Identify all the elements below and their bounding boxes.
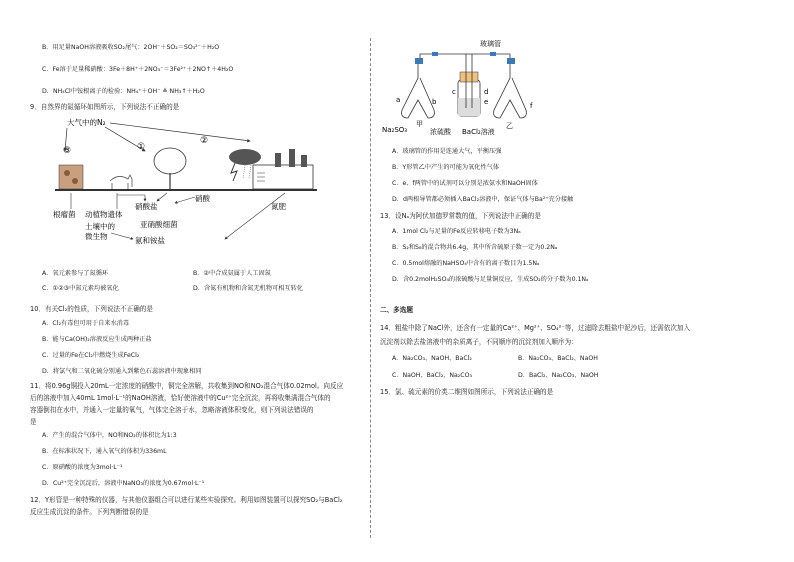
- fig-step-3: ③: [63, 146, 72, 156]
- fig-fertilizer-label: 氮肥: [271, 202, 286, 211]
- column-divider: [370, 38, 371, 538]
- fig-ammonia-label: 氨和铵盐: [135, 236, 165, 245]
- q14-stem-line-1: 14．粗盐中除了NaCl外，还含有一定量的Ca²⁺、Mg²⁺、SO₄²⁻等，过滤除去粗盐中泥沙后，还需依次加入: [380, 324, 691, 332]
- q10-option-a: A．Cl₂有毒但可用于自来水消毒: [42, 320, 130, 327]
- q8-option-d: D．NH₄Cl中铵根离子的检验：NH₄⁺＋OH⁻ ≜ NH₃↑＋H₂O: [42, 88, 205, 95]
- q9-option-b: B．②中合成氨属于人工固氮: [193, 270, 271, 277]
- fig-bacteria-label: 亚硝酸细菌: [140, 220, 178, 229]
- q12-option-c: C．e、f两管中的试剂可以分别是浓氨水和NaOH固体: [392, 180, 538, 187]
- q11-stem-line-1: 11．将0.96g铜投入20mL一定浓度的硝酸中，铜完全溶解，共收集到NO和NO₂混合气体0.02mol。向反应: [30, 382, 344, 390]
- q9-stem: 9．自然界的氮循环如图所示，下列说法不正确的是: [30, 103, 180, 111]
- q11-option-c: C．原硝酸的浓度为3mol·L⁻¹: [42, 464, 123, 471]
- fig-label-na2so3: Na₂SO₃: [382, 126, 408, 134]
- y-tube-jia: [402, 60, 435, 118]
- q15-stem: 15．氯、硫元素的价类二维图如图所示，下列说法正确的是: [380, 388, 554, 396]
- fig-label-jia: 甲: [416, 120, 423, 128]
- nitrogen-cycle-figure: [45, 113, 345, 253]
- q9-option-a: A．氧元素参与了氮循环: [42, 270, 109, 277]
- cloud-icon: [229, 149, 261, 165]
- q13-option-b: B．S₂和S₈的混合物共6.4g，其中所含硫原子数一定为0.2Nₐ: [392, 244, 558, 251]
- q10-option-b: B．能与Ca(OH)₂溶液反应生成两种正盐: [42, 336, 152, 343]
- q13-option-a: A．1mol Cl₂与足量的Fe反应转移电子数为3Nₐ: [392, 228, 521, 235]
- y-tube-yi: [494, 60, 527, 118]
- fig-atm-label: 大气中的N₂: [67, 118, 106, 127]
- fig-step-2: ②: [200, 136, 209, 146]
- fig-root-label: 根瘤菌: [53, 210, 76, 219]
- q13-option-d: D．含0.2molH₂SO₄的浓硫酸与足量铜反应，生成SO₂的分子数为0.1Nₐ: [392, 276, 589, 283]
- q9-option-d: D．含氮有机物和含氮无机物可相互转化: [193, 285, 303, 292]
- q12-stem-line-2: 反应生成沉淀的条件。下列判断错误的是: [30, 508, 149, 516]
- q8-option-b: B．用足量NaOH溶液吸收SO₂尾气：2OH⁻＋SO₂＝SO₃²⁻＋H₂O: [42, 44, 220, 51]
- tree-icon: [154, 148, 186, 174]
- fig-label-yi: 乙: [506, 122, 513, 130]
- q13-option-c: C．0.5mol熔融的NaHSO₄中含有的离子数目为1.5Nₐ: [392, 260, 540, 267]
- fig-animal-label: 动植物遗体: [85, 210, 123, 219]
- fig-tube-label: 玻璃管: [480, 40, 501, 48]
- q10-option-c: C．过量的Fe在Cl₂中燃烧生成FeCl₂: [42, 352, 140, 359]
- root-nodule-image: [59, 165, 83, 189]
- q11-stem-line-4: 是: [30, 418, 37, 426]
- q11-option-b: B．在标准状况下，通入氧气的体积为336mL: [42, 448, 167, 455]
- fig-label-a: a: [396, 96, 401, 104]
- q14-option-a: A．Na₂CO₃、NaOH、BaCl₂: [392, 355, 472, 362]
- fig-label-bacl2: BaCl₂溶液: [462, 128, 495, 136]
- fig-soil-label-2: 微生物: [85, 232, 108, 241]
- fig-label-f: f: [530, 102, 533, 110]
- q11-option-d: D．Cu²⁺完全沉淀后，溶液中NaNO₃的浓度为0.67mol·L⁻¹: [42, 480, 205, 487]
- fig-soil-label-1: 土壤中的: [85, 222, 115, 231]
- q12-option-a: A．玻璃管的作用是连通大气，平衡压强: [392, 148, 502, 155]
- q9-option-c: C．①②③中氮元素均被氧化: [42, 285, 119, 292]
- section-multiple-choice-heading: 二、多选题: [380, 306, 413, 314]
- fig-nitric-label: 硝酸: [195, 194, 210, 203]
- q10-stem: 10．有关Cl₂的性质，下列说法不正确的是: [30, 305, 153, 313]
- q14-option-b: B．Na₂CO₃、BaCl₂、NaOH: [518, 355, 598, 362]
- fig-label-e: e: [484, 98, 489, 106]
- fig-label-c: c: [452, 88, 456, 96]
- fig-label-d: d: [484, 88, 489, 96]
- q12-option-b: B．Y形管乙中产生的可能为氧化性气体: [392, 164, 500, 171]
- q14-option-d: D．BaCl₂、Na₂CO₃、NaOH: [518, 372, 599, 379]
- fig-label-acid: 浓硫酸: [430, 128, 451, 136]
- q10-option-d: D．将氯气和二氧化硫分别通入到紫色石蕊溶液中现象相同: [42, 368, 202, 375]
- q12-stem-line-1: 12．Y形管是一种特殊的仪器，与其他仪器组合可以进行某些实验探究。利用如图装置可以探究SO₂与BaCl₂: [30, 496, 343, 504]
- q8-option-c: C．Fe溶于足量稀硝酸：3Fe＋8H⁺＋2NO₃⁻＝3Fe²⁺＋2NO↑＋4H₂O: [42, 66, 234, 73]
- q11-stem-line-2: 后的溶液中加入40mL 1mol·L⁻¹的NaOH溶液，恰好使溶液中的Cu²⁺完全沉淀，再将收集满混合气体的: [30, 394, 331, 402]
- q12-option-d: D．d两根导管都必须插入BaCl₂溶液中，保证气体与Ba²⁺充分接触: [392, 196, 574, 203]
- fig-label-b: b: [432, 98, 437, 106]
- q11-stem-line-3: 容器倒扣在水中，并通入一定量的氧气，气体完全溶于水，忽略溶液体积变化，则下列说法错误的: [30, 406, 314, 414]
- lightning-icon: [231, 163, 237, 181]
- fig-step-1: ①: [137, 142, 146, 152]
- q14-option-c: C．NaOH、BaCl₂、Na₂CO₃: [392, 372, 472, 379]
- q11-option-a: A．产生的混合气体中，NO和NO₂的体积比为1:3: [42, 432, 177, 439]
- fig-nitrate-label: 硝酸盐: [135, 202, 158, 211]
- animal-icon: [110, 175, 132, 189]
- q14-stem-line-2: 沉淀剂以除去盐溶液中的杂质离子，不同顺序的沉淀剂加入顺序为：: [380, 338, 578, 346]
- q13-stem: 13．设Nₐ为阿伏加德罗常数的值，下列说法中正确的是: [380, 212, 541, 220]
- y-tube-apparatus-figure: [380, 38, 570, 138]
